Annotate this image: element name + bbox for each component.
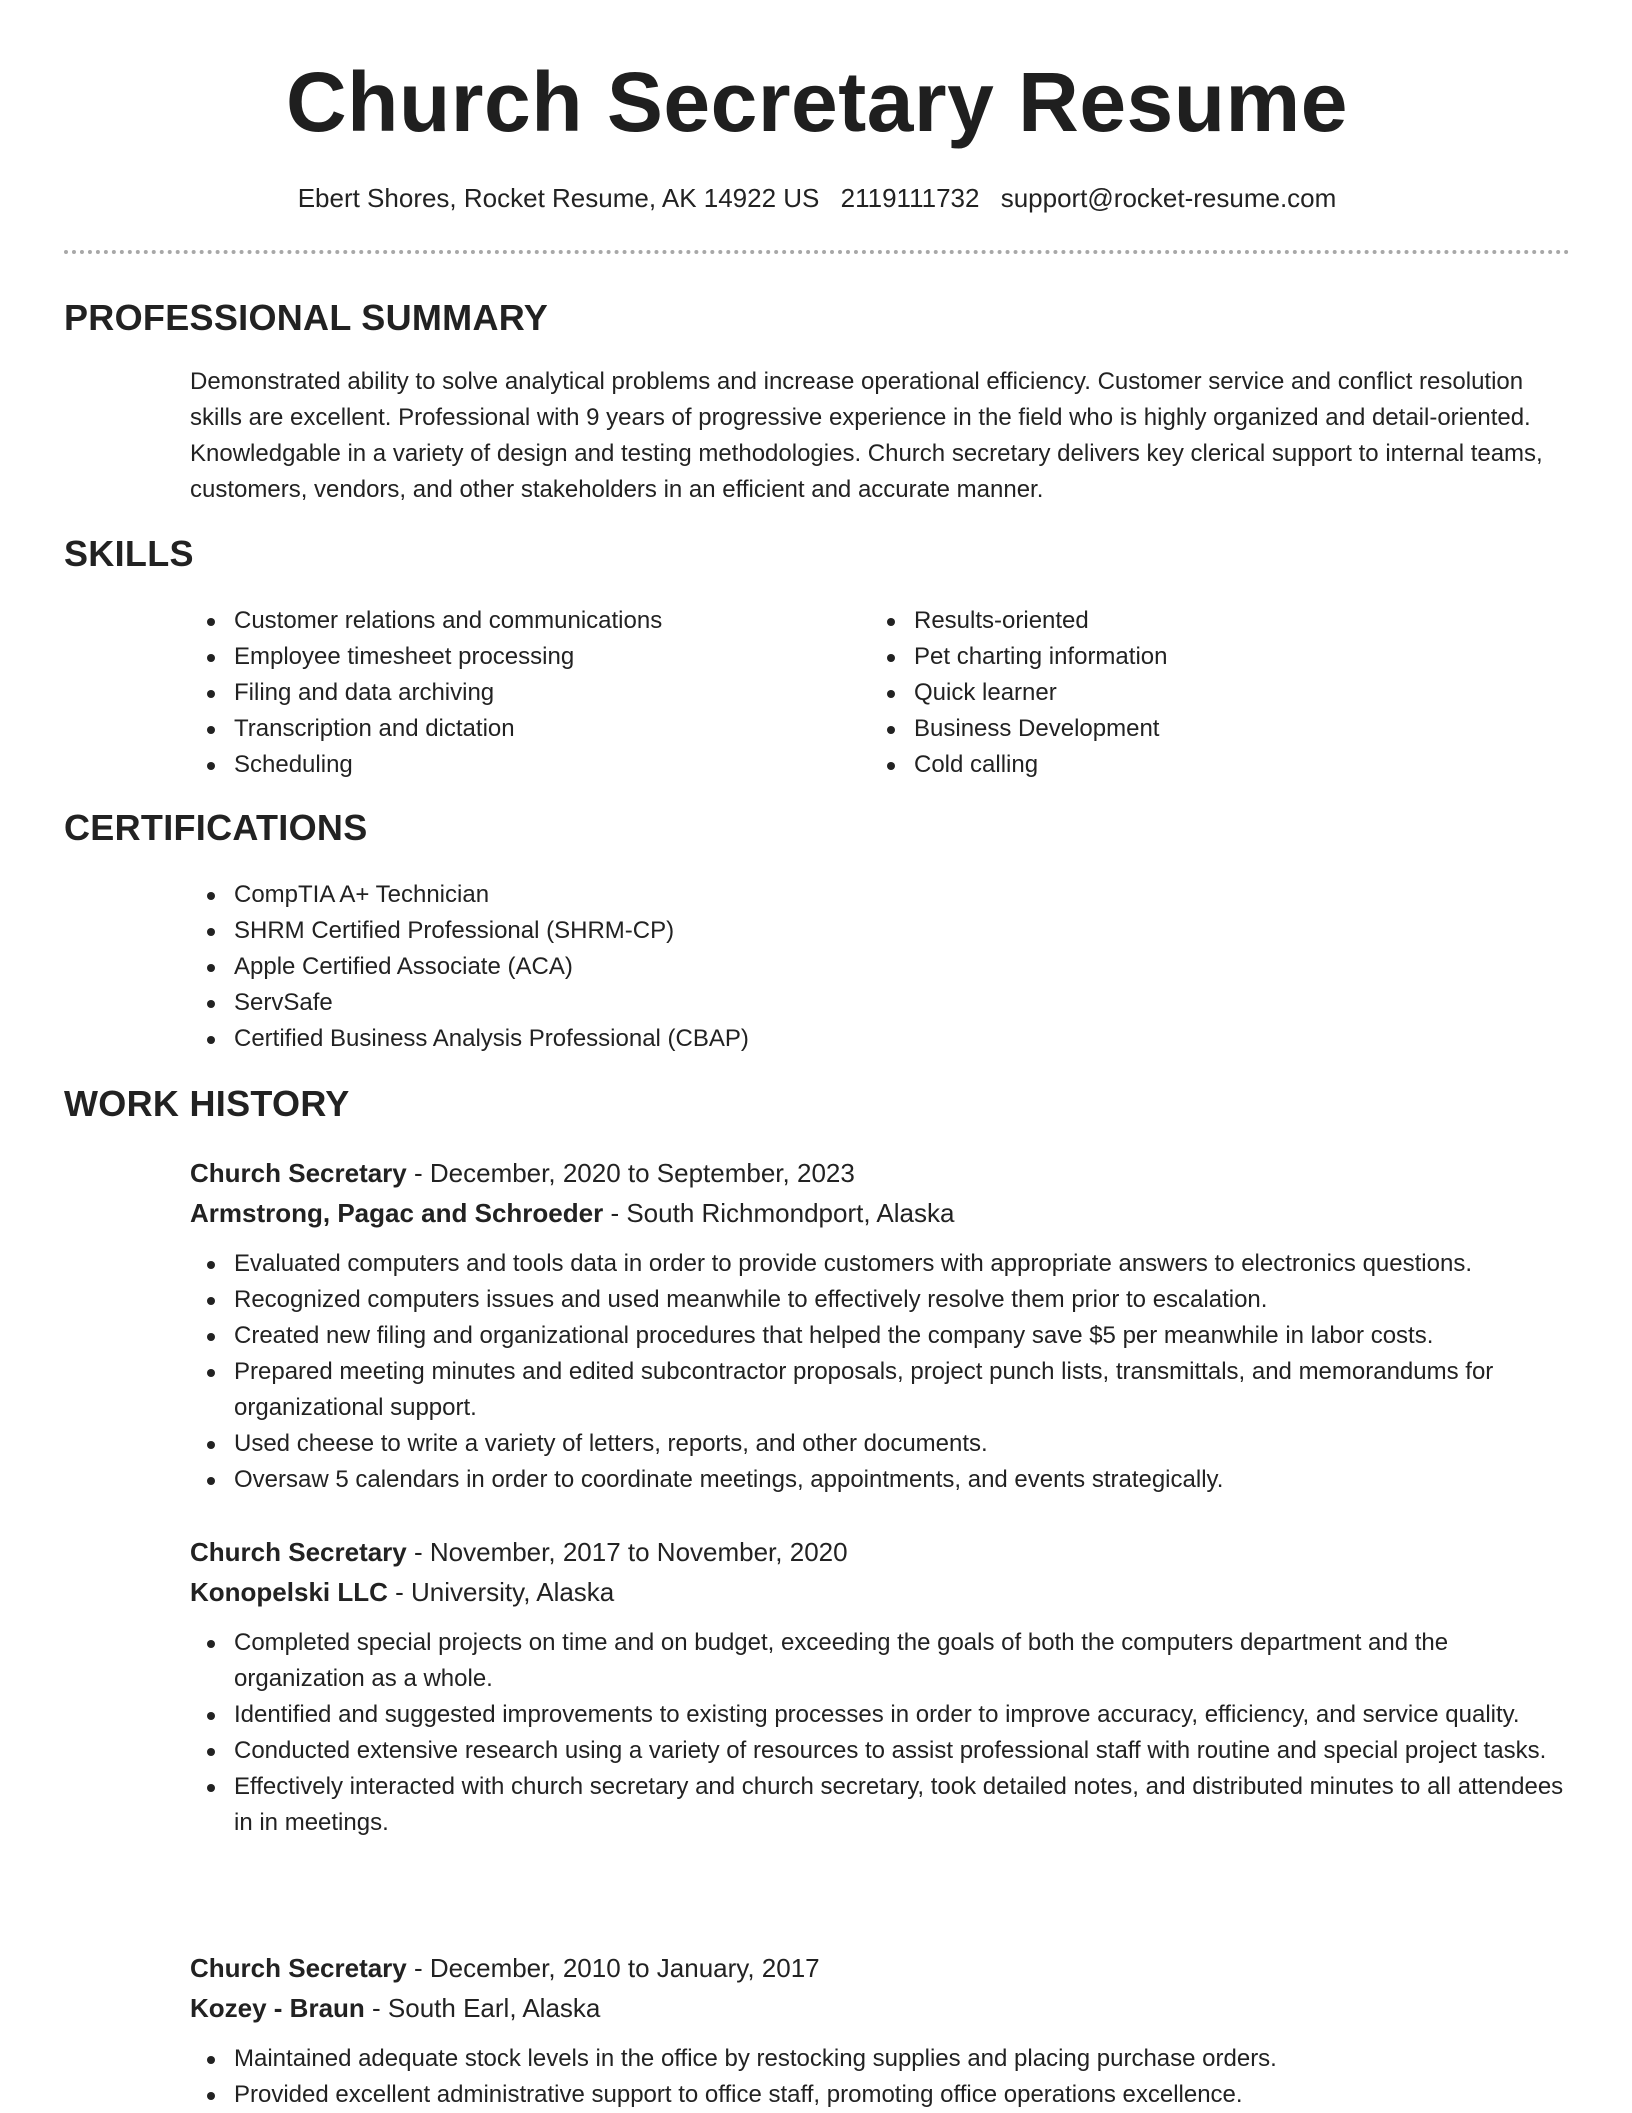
- job-bullet: Conducted extensive research using a variety of resources to assist professional staff with routine and special project tasks.: [190, 1733, 1570, 1769]
- job-title-line: [190, 1532, 1570, 1572]
- job-bullet: Effectively interacted with church secretary and church secretary, took detailed notes, and distributed minutes to all attendees in in meetings.: [190, 1769, 1570, 1841]
- professional-summary-text: Demonstrated ability to solve analytical problems and increase operational efficiency. Customer service and conflict resolution skills are excellent. Professional with 9 years of progressive experience in the field who is highly organized and detail-oriented. Knowledgable in a variety of design and testing methodologies. Church secretary delivers key clerical support to internal teams, customers, vendors, and other stakeholders in an efficient and accurate manner.: [190, 368, 1543, 503]
- job-entry: [190, 1948, 1570, 2113]
- job-dates: - December, 2010 to January, 2017: [406, 1953, 820, 1983]
- job-dates: - December, 2020 to September, 2023: [406, 1158, 855, 1188]
- contact-line: [64, 180, 1570, 216]
- certification-item: CompTIA A+ Technician: [190, 877, 1090, 913]
- skill-item: Transcription and dictation: [190, 711, 830, 747]
- job-title: Church Secretary: [190, 1158, 407, 1188]
- job-bullet: Provided excellent administrative support to office staff, promoting office operations excellence.: [190, 2077, 1570, 2113]
- job-bullet: Recognized computers issues and used meanwhile to effectively resolve them prior to escalation.: [190, 1282, 1570, 1318]
- job-company: Konopelski LLC: [190, 1577, 388, 1607]
- skill-item: Customer relations and communications: [190, 603, 830, 639]
- job-title: Church Secretary: [190, 1537, 407, 1567]
- professional-summary-heading: PROFESSIONAL SUMMARY: [64, 297, 549, 338]
- job-company-line: [190, 1988, 1570, 2028]
- job-company-line: [190, 1572, 1570, 1612]
- job-location: - University, Alaska: [387, 1577, 615, 1607]
- skills-list-right: [870, 603, 1550, 783]
- job-title: Church Secretary: [190, 1953, 407, 1983]
- job-bullets: [190, 2041, 1570, 2113]
- certifications-list: [190, 877, 1090, 1057]
- certifications-heading: CERTIFICATIONS: [64, 807, 368, 848]
- job-title-line: [190, 1153, 1570, 1193]
- header-divider: [64, 250, 1570, 254]
- job-company-line: [190, 1193, 1570, 1233]
- job-bullet: Used cheese to write a variety of letters, reports, and other documents.: [190, 1426, 1570, 1462]
- contact-address: Ebert Shores, Rocket Resume, AK 14922 US: [297, 183, 820, 213]
- job-location: - South Richmondport, Alaska: [603, 1198, 955, 1228]
- certification-item: Apple Certified Associate (ACA): [190, 949, 1090, 985]
- job-title-line: [190, 1948, 1570, 1988]
- skill-item: Pet charting information: [870, 639, 1550, 675]
- job-bullets: [190, 1246, 1570, 1498]
- resume-title: Church Secretary Resume: [286, 55, 1348, 149]
- skill-item: Scheduling: [190, 747, 830, 783]
- job-bullet: Prepared meeting minutes and edited subcontractor proposals, project punch lists, transmittals, and memorandums for organizational support.: [190, 1354, 1570, 1426]
- job-bullet: Evaluated computers and tools data in order to provide customers with appropriate answers to electronics questions.: [190, 1246, 1570, 1282]
- work-history-heading: WORK HISTORY: [64, 1083, 350, 1124]
- job-bullets: [190, 1625, 1570, 1841]
- job-dates: - November, 2017 to November, 2020: [406, 1537, 848, 1567]
- job-company: Armstrong, Pagac and Schroeder: [190, 1198, 604, 1228]
- job-bullet: Completed special projects on time and on budget, exceeding the goals of both the computers department and the organization as a whole.: [190, 1625, 1570, 1697]
- skill-item: Results-oriented: [870, 603, 1550, 639]
- job-bullet: Created new filing and organizational procedures that helped the company save $5 per meanwhile in labor costs.: [190, 1318, 1570, 1354]
- job-bullet: Oversaw 5 calendars in order to coordinate meetings, appointments, and events strategically.: [190, 1462, 1570, 1498]
- job-entry: [190, 1532, 1570, 1841]
- contact-phone: 2119111732: [840, 183, 980, 213]
- skill-item: Business Development: [870, 711, 1550, 747]
- job-bullet: Identified and suggested improvements to existing processes in order to improve accuracy, efficiency, and service quality.: [190, 1697, 1570, 1733]
- job-location: - South Earl, Alaska: [364, 1993, 601, 2023]
- job-entry: [190, 1153, 1570, 1498]
- skills-heading: SKILLS: [64, 533, 194, 574]
- skills-list-left: [190, 603, 830, 783]
- certification-item: ServSafe: [190, 985, 1090, 1021]
- skill-item: Employee timesheet processing: [190, 639, 830, 675]
- certification-item: Certified Business Analysis Professional (CBAP): [190, 1021, 1090, 1057]
- job-bullet: Maintained adequate stock levels in the office by restocking supplies and placing purchase orders.: [190, 2041, 1570, 2077]
- contact-email: support@rocket-resume.com: [1000, 183, 1337, 213]
- skill-item: Cold calling: [870, 747, 1550, 783]
- job-company: Kozey - Braun: [190, 1993, 365, 2023]
- skill-item: Quick learner: [870, 675, 1550, 711]
- certification-item: SHRM Certified Professional (SHRM-CP): [190, 913, 1090, 949]
- skill-item: Filing and data archiving: [190, 675, 830, 711]
